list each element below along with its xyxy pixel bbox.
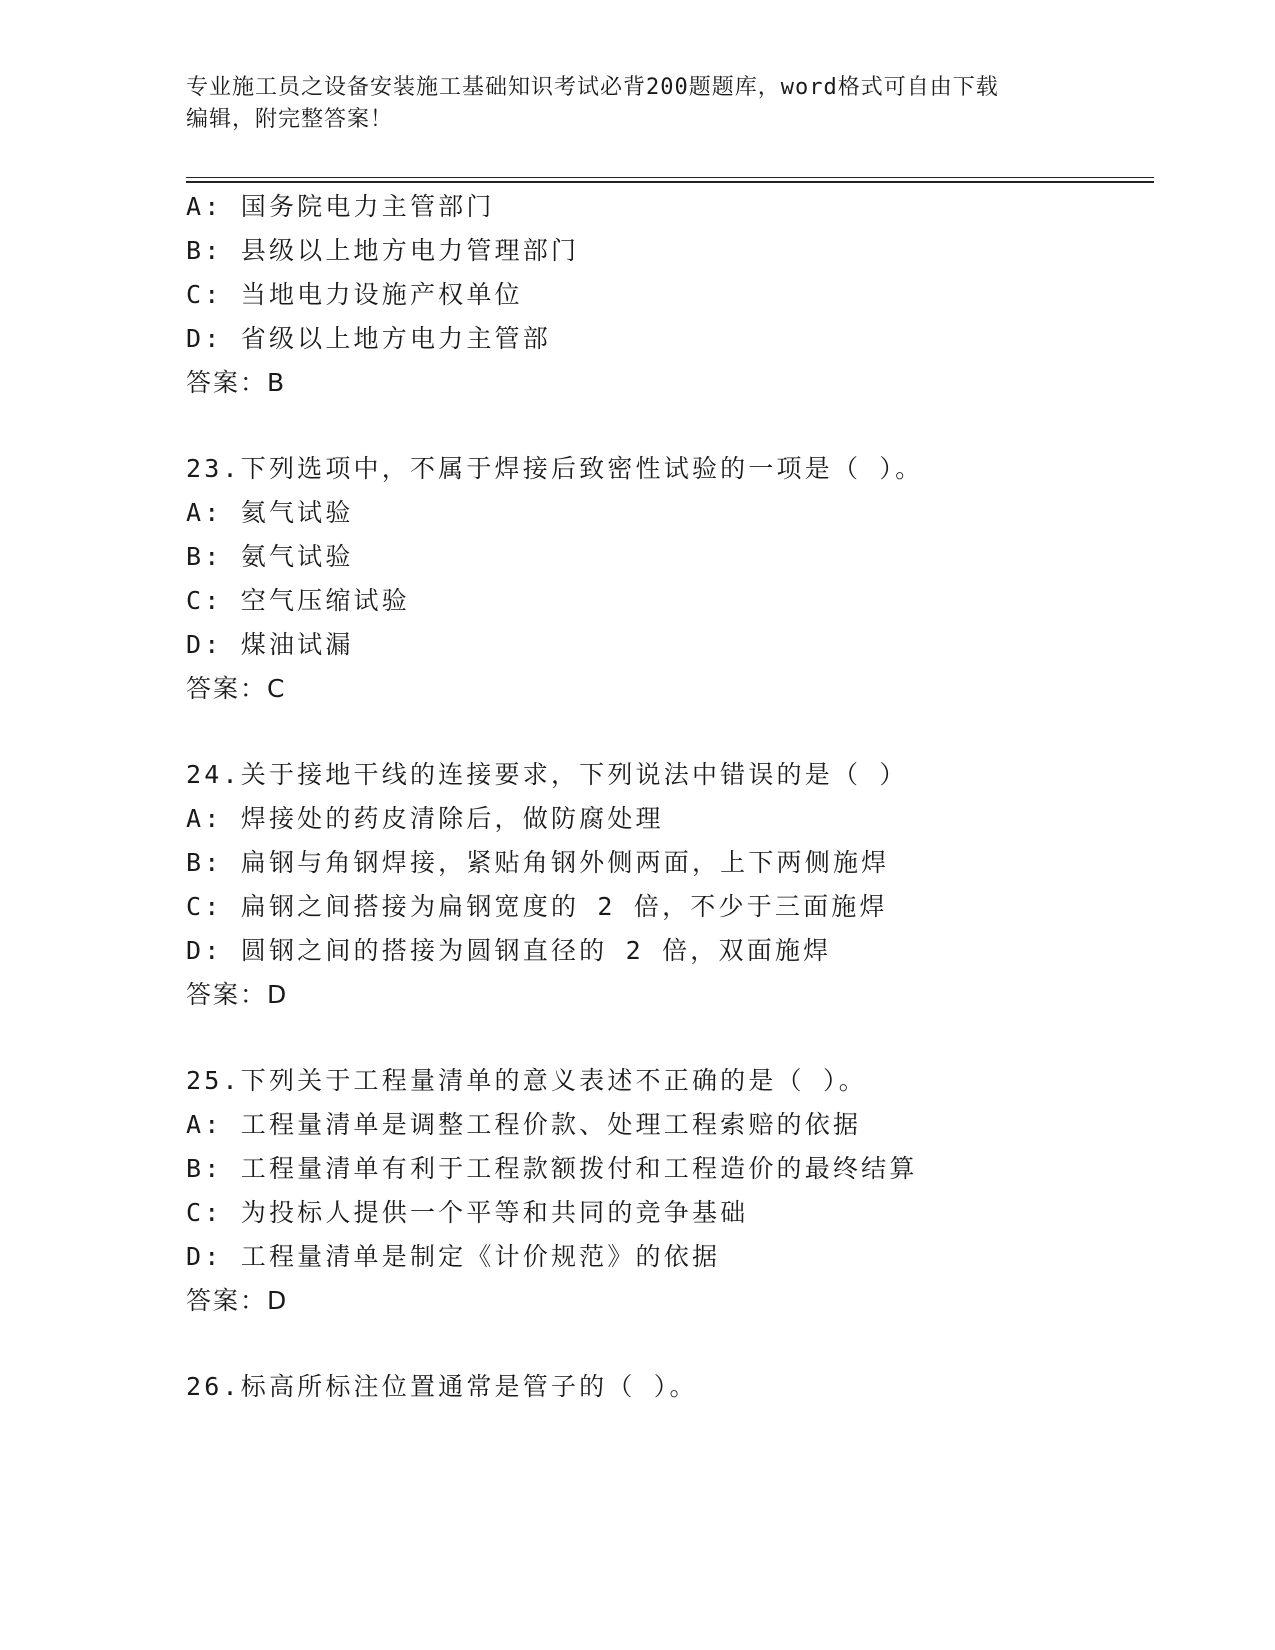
q22-option-d: D: 省级以上地方电力主管部 — [186, 324, 551, 353]
q23-stem: 23.下列选项中，不属于焊接后致密性试验的一项是（ ）。 — [186, 454, 924, 483]
q24-option-c: C: 扁钢之间搭接为扁钢宽度的 2 倍，不少于三面施焊 — [186, 892, 888, 921]
q24-stem: 24.关于接地干线的连接要求，下列说法中错误的是（ ） — [186, 760, 908, 789]
q25-answer: 答案：D — [186, 1286, 289, 1315]
q24-option-d: D: 圆钢之间的搭接为圆钢直径的 2 倍，双面施焊 — [186, 936, 832, 965]
document-header — [186, 72, 1086, 136]
q24-option-a: A: 焊接处的药皮清除后，做防腐处理 — [186, 804, 664, 833]
q24-option-b: B: 扁钢与角钢焊接，紧贴角钢外侧两面，上下两侧施焊 — [186, 848, 890, 877]
q22-option-a: A: 国务院电力主管部门 — [186, 192, 495, 221]
header-divider-thin — [186, 177, 1154, 178]
q25-option-c: C: 为投标人提供一个平等和共同的竞争基础 — [186, 1198, 749, 1227]
q22-option-c: C: 当地电力设施产权单位 — [186, 280, 523, 309]
header-title-line-1: 专业施工员之设备安装施工基础知识考试必背200题题库，word格式可自由下载 — [186, 75, 999, 100]
q25-option-a: A: 工程量清单是调整工程价款、处理工程索赔的依据 — [186, 1110, 862, 1139]
q24-answer: 答案：D — [186, 980, 289, 1009]
q23-option-a: A: 氦气试验 — [186, 498, 354, 527]
q23-answer: 答案：C — [186, 674, 287, 703]
q25-option-d: D: 工程量清单是制定《计价规范》的依据 — [186, 1242, 721, 1271]
q26-stem: 26.标高所标注位置通常是管子的（ ）。 — [186, 1372, 698, 1401]
q25-option-b: B: 工程量清单有利于工程款额拨付和工程造价的最终结算 — [186, 1154, 918, 1183]
header-title-line-2: 编辑，附完整答案！ — [186, 107, 394, 132]
q22-answer: 答案：B — [186, 368, 287, 397]
q25-stem: 25.下列关于工程量清单的意义表述不正确的是（ ）。 — [186, 1066, 867, 1095]
q23-option-b: B: 氨气试验 — [186, 542, 354, 571]
q23-option-d: D: 煤油试漏 — [186, 630, 354, 659]
q22-option-b: B: 县级以上地方电力管理部门 — [186, 236, 580, 265]
header-divider-thick — [186, 181, 1154, 183]
q23-option-c: C: 空气压缩试验 — [186, 586, 410, 615]
